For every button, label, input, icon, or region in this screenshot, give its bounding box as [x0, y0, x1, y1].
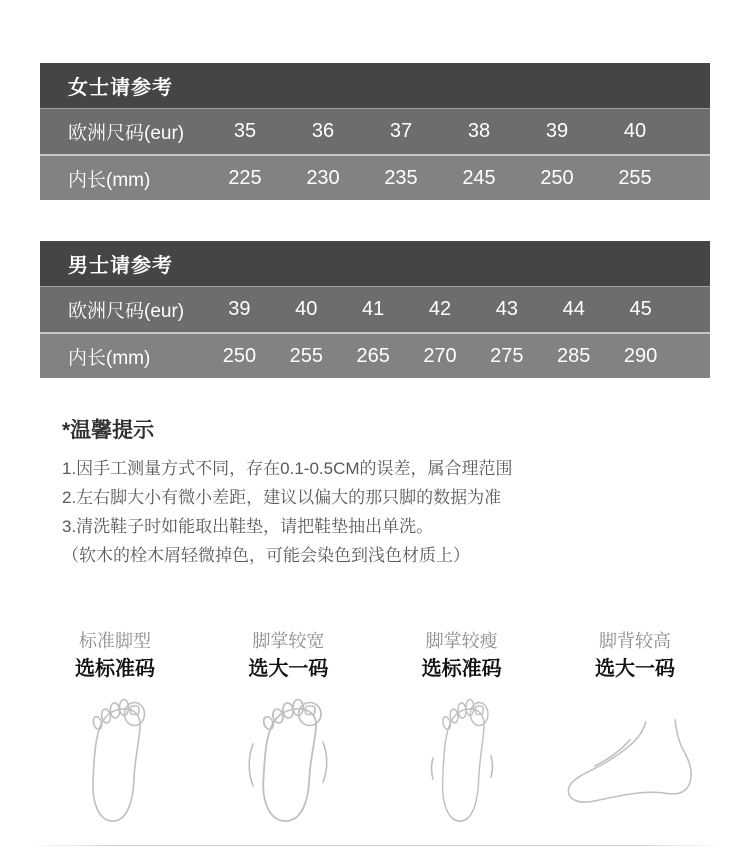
tip-item: 1.因手工测量方式不同，存在0.1-0.5CM的误差，属合理范围 [62, 459, 513, 478]
size-cell: 39 [228, 298, 251, 320]
row-label: 内长(mm) [68, 169, 151, 191]
foot-type-guide [40, 628, 710, 826]
tip-item: 3.清洗鞋子时如能取出鞋垫，请把鞋垫抽出单洗。 [62, 517, 434, 536]
tip-item: （软木的栓木屑轻微掉色，可能会染色到浅色材质上） [62, 546, 470, 565]
foot-type-narrow [387, 628, 537, 826]
foot-advice-label: 选标准码 [421, 658, 502, 680]
women-eur-row [40, 108, 710, 154]
length-cell: 270 [423, 344, 457, 367]
men-eur-row [40, 286, 710, 332]
size-cell: 44 [562, 298, 585, 320]
men-table-title: 男士请参考 [40, 241, 710, 286]
tips-title: *温馨提示 [62, 419, 155, 442]
foot-advice-label: 选大一码 [594, 658, 675, 680]
size-cell: 42 [428, 298, 452, 320]
foot-type-label: 脚掌较宽 [252, 631, 325, 651]
length-cell: 275 [490, 344, 524, 367]
size-cell: 38 [467, 120, 491, 142]
size-cell: 40 [623, 120, 647, 142]
foot-type-label: 标准脚型 [79, 631, 151, 651]
tip-item: 2.左右脚大小有微小差距，建议以偏大的那只脚的数据为准 [62, 488, 502, 507]
row-values [206, 345, 710, 368]
tips-section [40, 414, 710, 570]
foot-type-high-instep [560, 628, 710, 826]
foot-type-standard [40, 628, 190, 826]
row-label: 欧洲尺码(eur) [68, 301, 185, 322]
row-label: 内长(mm) [68, 347, 151, 369]
length-cell: 250 [222, 344, 257, 367]
length-cell: 255 [618, 166, 652, 189]
footprint-wide-icon [244, 698, 332, 826]
footprint-standard-icon [75, 698, 155, 826]
length-cell: 250 [540, 166, 574, 189]
men-length-row [40, 332, 710, 378]
length-cell: 290 [623, 344, 658, 367]
foot-type-label: 脚背较高 [598, 631, 671, 651]
women-length-row [40, 154, 710, 200]
length-cell: 265 [356, 344, 390, 367]
size-cell: 45 [629, 298, 652, 320]
size-cell: 36 [311, 120, 335, 142]
row-values [206, 120, 710, 143]
row-label: 欧洲尺码(eur) [68, 123, 185, 144]
content-area [0, 63, 750, 826]
size-cell: 35 [233, 120, 257, 142]
foot-side-icon [561, 716, 709, 812]
size-cell: 39 [545, 120, 569, 142]
length-cell: 230 [306, 166, 340, 189]
foot-advice-label: 选大一码 [248, 658, 329, 680]
women-size-table [40, 63, 710, 200]
bottom-divider [30, 845, 720, 846]
length-cell: 235 [384, 166, 418, 189]
men-size-table [40, 241, 710, 378]
women-table-title: 女士请参考 [40, 63, 710, 108]
size-cell: 43 [495, 298, 518, 320]
length-cell: 225 [228, 166, 262, 189]
length-cell: 285 [557, 344, 591, 367]
length-cell: 255 [289, 344, 323, 367]
size-cell: 41 [362, 298, 385, 320]
size-cell: 37 [389, 120, 413, 142]
size-cell: 40 [295, 298, 318, 320]
row-values [206, 298, 710, 321]
foot-advice-label: 选标准码 [75, 658, 155, 680]
foot-type-wide [213, 628, 363, 826]
length-cell: 245 [462, 166, 496, 189]
row-values [206, 167, 710, 190]
foot-type-label: 脚掌较瘦 [425, 631, 498, 651]
footprint-narrow-icon [422, 698, 502, 826]
